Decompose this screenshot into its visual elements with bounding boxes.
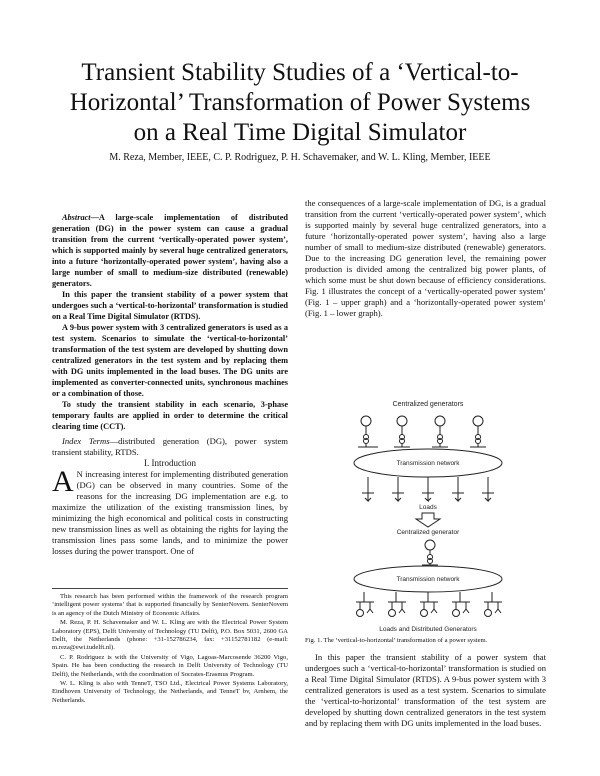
label-centralized-generators: Centralized generators xyxy=(392,401,464,408)
footnote: M. Reza, P. H. Schavemaker and W. L. Kling are with the Electrical Power System Laboratory (EPS), Delft University of Technology (TU Delft), P.O. Box 5031, 2600 GA Delft, the Netherlands (phone: +31-152786234, fax: +31152781182 (e-mail: m.reza@ewi.tudelft.nl). xyxy=(52,619,288,652)
abstract-paragraph-4: To study the transient stability in each scenario, 3-phase temporary faults are applied in order to determine the critical clearing time (CCT). xyxy=(52,400,288,431)
abstract-label: Abstract xyxy=(62,213,91,222)
right-column xyxy=(305,198,546,319)
title-line-2: Horizontal’ Transformation of Power Systems xyxy=(69,89,531,116)
left-column xyxy=(52,212,288,557)
title-line-3: on a Real Time Digital Simulator xyxy=(133,119,467,146)
footnotes xyxy=(52,593,288,706)
authors: M. Reza, Member, IEEE, C. P. Rodriguez, P. H. Schavemaker, and W. L. Kling, Member, IEEE xyxy=(109,152,491,163)
figure-caption: Fig. 1. The ‘vertical-to-horizontal’ transformation of a power system. xyxy=(305,637,488,644)
footnote: C. P. Rodriguez is with the University of Vigo, Lagoas-Marcosende 36200 Vigo, Spain. He has been conducting the research in Delft University of Technology (TU Delft), the Netherlands, with the coordination of Socrates-Erasmus Program. xyxy=(52,653,288,678)
figure-diagram xyxy=(318,397,538,637)
generator-icon xyxy=(425,540,435,550)
generator-icon xyxy=(361,416,371,426)
label-loads: Loads xyxy=(419,504,437,511)
dg-unit-icon xyxy=(485,610,492,617)
label-transmission-network: Transmission network xyxy=(396,460,460,467)
abstract-paragraph-3: A 9-bus power system with 3 centralized generators is used as a test system. Scenarios to simulate the ‘vertical-to-horizontal’ transformation of the test system are developed by shutting down centralized generators in the test system and by replacing them with DG units implemented in the load buses. The DG units are implemented as converter-connected units, synchronous machines or a combination of those. xyxy=(52,323,288,398)
label-centralized-generator: Centralized generator xyxy=(396,529,460,536)
label-loads-and-dg: Loads and Distributed Generators xyxy=(379,626,477,633)
title-line-1: Transient Stability Studies of a ‘Vertical-to- xyxy=(81,59,519,86)
generator-icon xyxy=(397,416,407,426)
generator-icon xyxy=(473,416,483,426)
abstract-paragraph-1: Abstract—A large-scale implementation of distributed generation (DG) in the power system can cause a gradual transition from the current ‘vertically-operated power system’, which is supported mainly by several huge centralized generators, into a future ‘horizontally-operated power system’, having also a large number of small to medium-size distributed (renewable) generators. xyxy=(52,213,288,288)
body-paragraph: In this paper the transient stability of a power system that undergoes such a ‘vertical-to-horizontal’ transformation is studied on a Real Time Digital Simulator (RTDS). A 9-bus power system with 3 centralized generators is used as a test system. Scenarios to simulate the ‘vertical-to-horizontal’ transformation of the test system are developed by shutting down centralized generators in the test system and by replacing them with DG units implemented in the load buses. xyxy=(305,652,546,728)
drop-cap: A xyxy=(52,465,74,498)
dg-unit-icon xyxy=(389,610,396,617)
generator-icon xyxy=(435,416,445,426)
intro-paragraph: A N increasing interest for implementing distributed generation (DG) can be observed in many countries. Some of the reasons for the increasing DG implementation are e.g. to maximize the utilization of the existing transmission lines, by minimizing the high economical and political costs in constructing new transmission lines as well as obtaining the rights for laying the transmission lines pass some lands, and to minimize the power losses during the power transport. One of xyxy=(52,465,288,556)
right-column-body xyxy=(305,652,546,729)
paper-title xyxy=(0,58,600,148)
index-terms-label: Index Terms xyxy=(62,436,110,446)
abstract-paragraph-2: In this paper the transient stability of a power system that undergoes such a ‘vertical-to-horizontal’ transformation is studied on a Real Time Digital Simulator (RTDS). xyxy=(52,290,288,321)
transition-arrow xyxy=(416,513,440,527)
section-heading: I. Introduction xyxy=(144,458,196,468)
right-intro-paragraph: the consequences of a large-scale implementation of DG, is a gradual transition from the current ‘vertically-operated power system’, which is supported mainly by several huge centralized generators, into a future ‘horizontally-operated power system’, having also a large number of small to medium-size distributed (renewable) generators. Due to the increasing DG generation level, the remaining power production is divided among the centralized big power plants, of which some must be shut down because of efficiency considerations. Fig. 1 illustrates the concept of a ‘vertically-operated power system’ (Fig. 1 – upper graph) and a ‘horizontally-operated power system’ (Fig. 1 – lower graph). xyxy=(305,198,546,318)
label-transmission-network-2: Transmission network xyxy=(396,576,460,583)
figure-1 xyxy=(318,397,538,637)
footnote: This research has been performed within the framework of the research program ‘intelligent power systems’ that is supported financially by SenterNovem. SenterNovem is an agency of the Dutch Ministry of Economic Affairs. xyxy=(52,593,288,617)
footnote-rule xyxy=(52,588,288,589)
dg-unit-icon xyxy=(357,610,364,617)
dg-unit-icon xyxy=(421,610,428,617)
index-terms: Index Terms—distributed generation (DG), power system transient stability, RTDS. xyxy=(52,436,288,457)
footnote: W. L. Kling is also with TenneT, TSO Ltd., Electrical Power Systems Laboratory, Eindhoven University of Technology, the Netherlands, and TenneT bv, Arnhem, the Netherlands. xyxy=(52,680,288,704)
dg-unit-icon xyxy=(453,610,460,617)
